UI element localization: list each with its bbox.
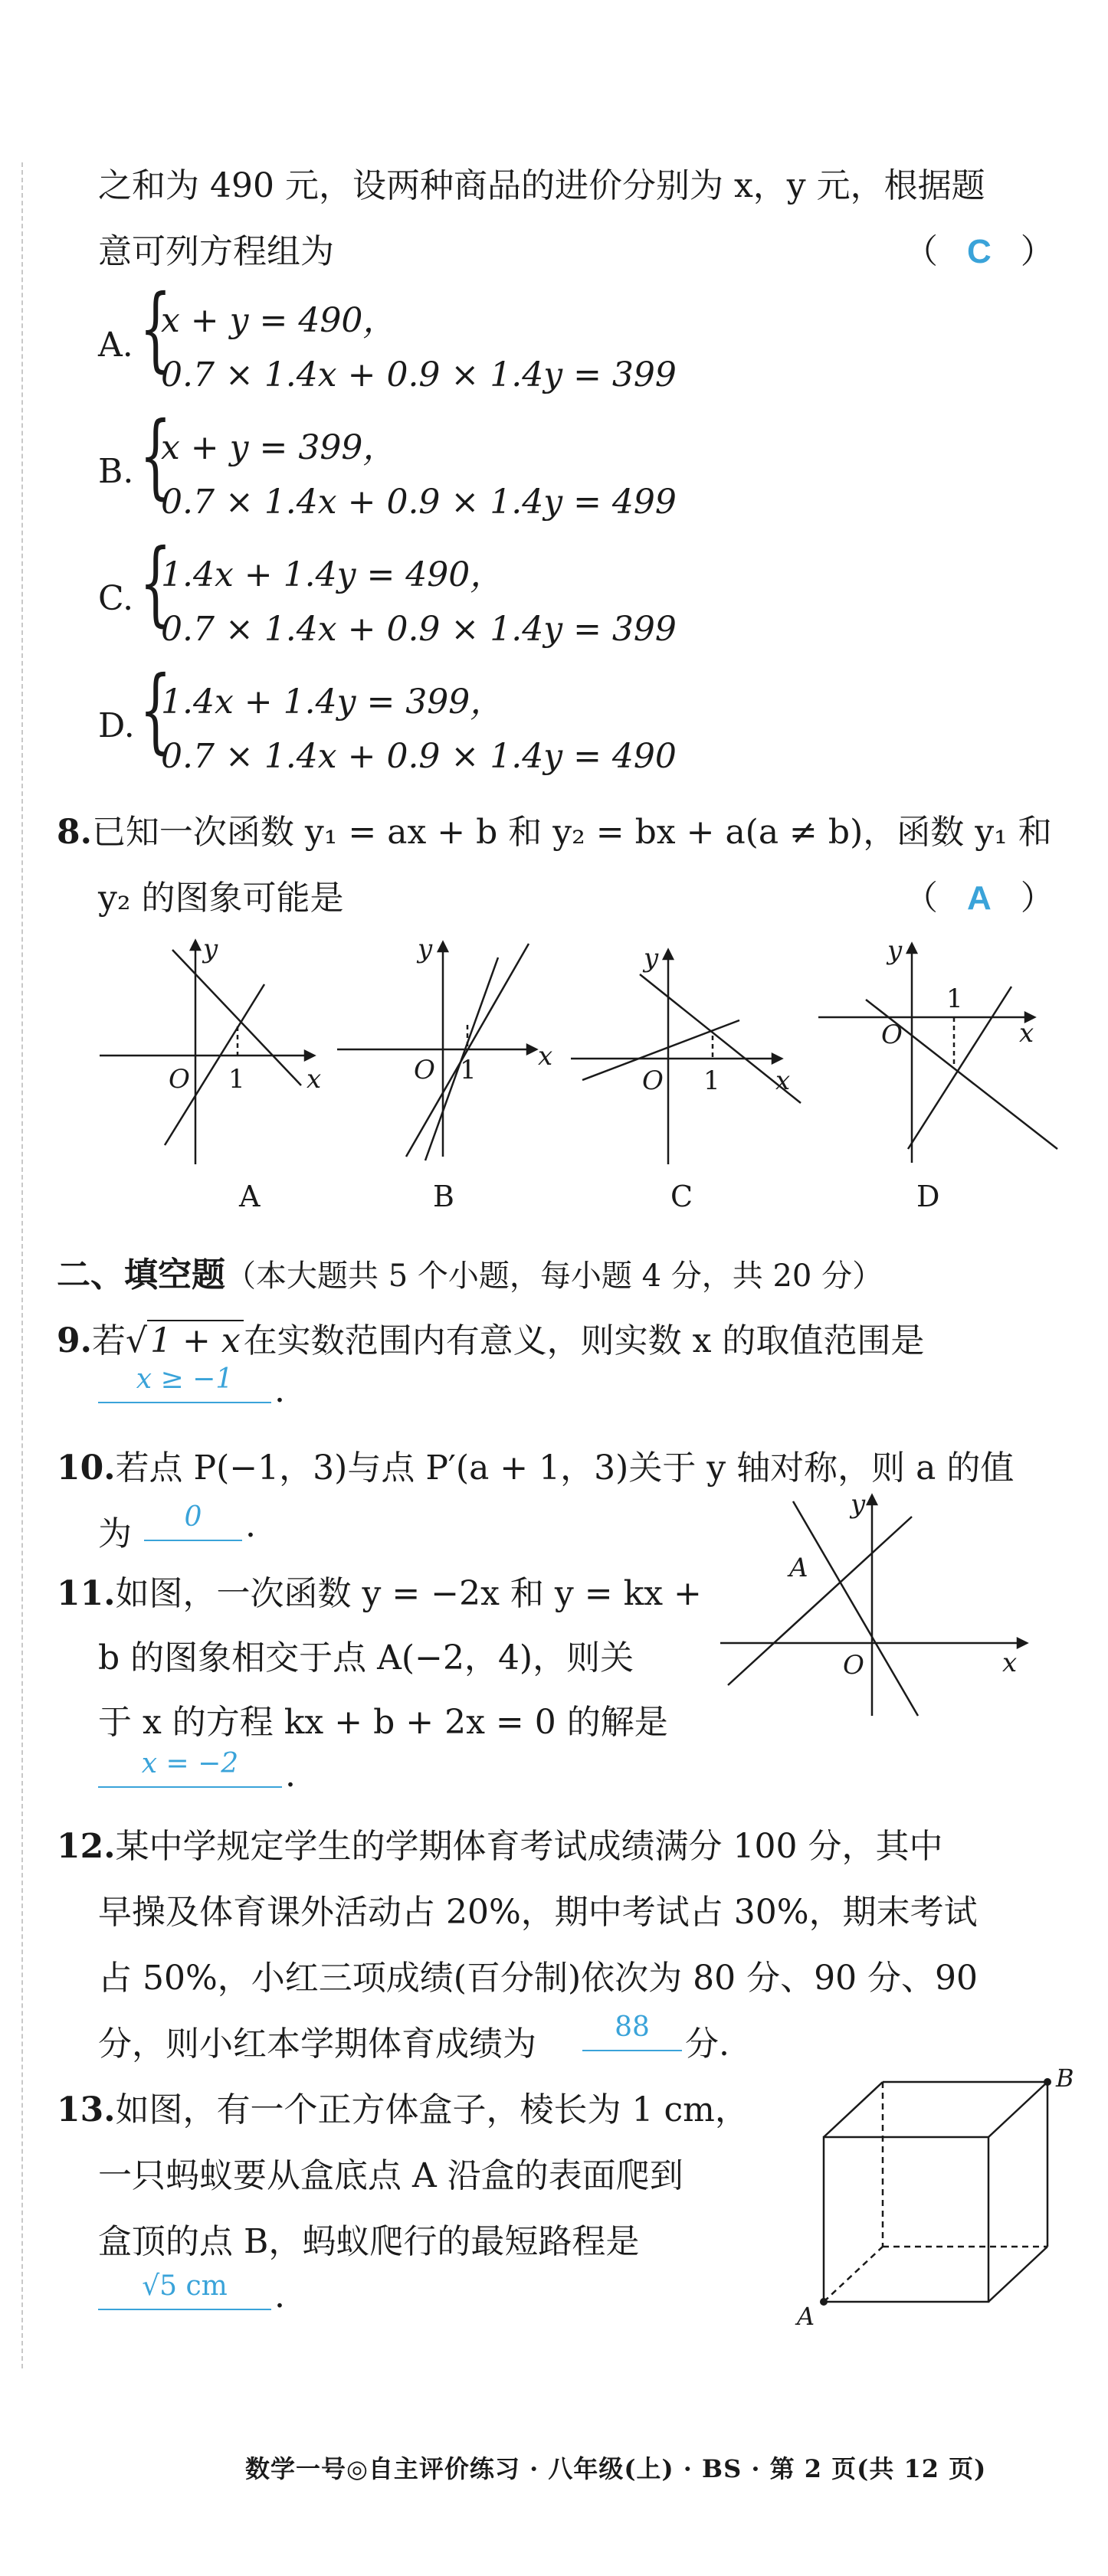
q8-text-line2: y₂ 的图象可能是 xyxy=(98,879,344,918)
page-footer: 数学一号◎自主评价练习 · 八年级(上) · BS · 第 2 页(共 12 页) xyxy=(245,2454,987,2483)
q7-option-eq1: x + y = 490， xyxy=(161,301,397,340)
one-label: 1 xyxy=(228,1064,245,1095)
y-axis-arrow xyxy=(664,950,673,959)
q9-answer-blank: x ≥ −1 xyxy=(98,1363,271,1403)
q7-option-eq2: 0.7 × 1.4x + 0.9 × 1.4y = 399 xyxy=(161,610,677,649)
cube-front-face xyxy=(824,2137,988,2302)
q7-option-label: D. xyxy=(98,706,135,745)
x-axis-arrow xyxy=(527,1045,536,1054)
binding-margin-line xyxy=(21,162,23,2368)
q7-text-line1: 之和为 490 元，设两种商品的进价分别为 x，y 元，根据题 xyxy=(98,166,985,205)
q10-text-line1: 若点 P(−1，3)与点 P′(a + 1，3)关于 y 轴对称，则 a 的值 xyxy=(115,1448,1015,1488)
q7-option-eq2: 0.7 × 1.4x + 0.9 × 1.4y = 399 xyxy=(161,355,677,394)
q7-option-eq2: 0.7 × 1.4x + 0.9 × 1.4y = 490 xyxy=(161,737,677,776)
one-label: 1 xyxy=(460,1055,477,1085)
q12-question xyxy=(57,1818,943,1867)
q10-number: 10. xyxy=(57,1448,116,1488)
y-label: y xyxy=(644,943,659,974)
q9-number: 9. xyxy=(57,1321,92,1360)
q9-radicand: 1 + x xyxy=(147,1320,244,1360)
cube-edge xyxy=(824,2082,883,2137)
x-label: x xyxy=(538,1041,553,1072)
q8-answer: A xyxy=(967,879,992,917)
q8-question xyxy=(57,804,1052,853)
y-axis-arrow xyxy=(438,942,447,951)
q7-paren-close: ） xyxy=(1020,232,1054,271)
q13-answer-blank: √5 cm xyxy=(98,2270,271,2310)
q11-end: . xyxy=(285,1756,296,1795)
q7-option-label: A. xyxy=(98,326,133,365)
q13-question xyxy=(57,2082,749,2131)
system-brace: { xyxy=(139,530,172,637)
y-label: y xyxy=(887,935,903,966)
y-label: y xyxy=(203,934,218,964)
x-label: x xyxy=(1002,1648,1018,1678)
q8-text-line1: 已知一次函数 y₁ = ax + b 和 y₂ = bx + a(a ≠ b)，函数 y₁ 和 xyxy=(91,813,1052,852)
origin-label: O xyxy=(169,1064,190,1095)
y-label: y xyxy=(851,1489,866,1520)
q7-option-eq1: 1.4x + 1.4y = 490， xyxy=(161,555,504,594)
graph-a xyxy=(100,941,314,1164)
q12-text-line2: 早操及体育课外活动占 20%，期中考试占 30%，期末考试 xyxy=(98,1893,978,1932)
cube-edge xyxy=(988,2247,1047,2302)
q11-text-line3: 于 x 的方程 kx + b + 2x = 0 的解是 xyxy=(98,1703,668,1742)
q11-answer-blank: x = −2 xyxy=(98,1748,282,1788)
q13-text-line1: 如图，有一个正方体盒子，棱长为 1 cm， xyxy=(115,2090,749,2129)
q10-end: . xyxy=(245,1506,256,1545)
q11-text-line2: b 的图象相交于点 A(−2，4)，则关 xyxy=(98,1638,634,1678)
q12-text-line1: 某中学规定学生的学期体育考试成绩满分 100 分，其中 xyxy=(115,1827,943,1866)
q13-cube-figure xyxy=(789,2068,1080,2329)
graph-c xyxy=(571,950,801,1164)
y-axis-arrow xyxy=(907,944,916,953)
point-a-label: A xyxy=(797,2302,815,2329)
q8-answer-bracket xyxy=(904,870,1054,919)
q7-option-eq1: 1.4x + 1.4y = 399， xyxy=(161,682,504,722)
graph-caption: A xyxy=(239,1180,261,1213)
system-brace: { xyxy=(139,657,172,764)
cube-edge xyxy=(988,2082,1047,2137)
q13-text-line3: 盒顶的点 B，蚂蚁爬行的最短路程是 xyxy=(98,2222,640,2261)
q11-question xyxy=(57,1566,702,1615)
system-brace: { xyxy=(139,276,172,382)
x-label: x xyxy=(307,1064,322,1095)
graph-b xyxy=(337,942,536,1160)
q7-answer-bracket xyxy=(904,224,1054,273)
q8-graphs xyxy=(0,927,1108,1218)
q9-end: . xyxy=(274,1371,285,1410)
q11-text-line1: 如图，一次函数 y = −2x 和 y = kx + xyxy=(115,1574,702,1613)
origin-label: O xyxy=(642,1065,664,1096)
system-brace: { xyxy=(139,403,172,509)
line-kx-b xyxy=(728,1517,912,1685)
cube-hidden-edge xyxy=(824,2247,883,2302)
q12-end: 分. xyxy=(685,2024,729,2064)
q13-text-line2: 一只蚂蚁要从盒底点 A 沿盒的表面爬到 xyxy=(98,2156,683,2195)
q13-end: . xyxy=(274,2277,285,2316)
q8-paren-close: ） xyxy=(1020,879,1054,918)
section-title: 二、填空题 xyxy=(57,1255,225,1295)
x-label: x xyxy=(775,1065,791,1096)
point-b-label: B xyxy=(1056,2068,1074,2093)
graph-caption: B xyxy=(433,1180,454,1213)
one-label: 1 xyxy=(946,984,963,1014)
one-label: 1 xyxy=(703,1065,720,1096)
q7-option-label: B. xyxy=(98,452,134,491)
origin-label: O xyxy=(881,1020,903,1050)
x-axis-arrow xyxy=(1018,1638,1027,1648)
q11-number: 11. xyxy=(57,1574,116,1613)
x-axis-arrow xyxy=(772,1054,782,1063)
y-axis-arrow xyxy=(867,1495,877,1504)
section-heading xyxy=(57,1247,883,1296)
origin-label: O xyxy=(843,1650,864,1681)
graph-d xyxy=(818,944,1057,1163)
q9-question xyxy=(57,1313,924,1362)
q12-number: 12. xyxy=(57,1827,116,1866)
q7-option-label: C. xyxy=(98,579,134,618)
q7-answer: C xyxy=(967,233,992,270)
q10-answer-blank: 0 xyxy=(144,1501,242,1541)
q7-paren-open: （ xyxy=(904,232,938,271)
q8-number: 8. xyxy=(57,813,92,852)
y-axis-arrow xyxy=(191,941,200,950)
x-axis-arrow xyxy=(305,1051,314,1060)
graph-caption: D xyxy=(916,1180,940,1213)
q7-text-line2: 意可列方程组为 xyxy=(98,232,334,271)
point-b-dot xyxy=(1044,2078,1051,2086)
q7-option-eq2: 0.7 × 1.4x + 0.9 × 1.4y = 499 xyxy=(161,483,677,522)
sqrt-sign: √ xyxy=(125,1321,147,1360)
q10-pre: 为 xyxy=(98,1514,132,1553)
q8-paren-open: （ xyxy=(904,879,938,918)
section-subtitle: （本大题共 5 个小题，每小题 4 分，共 20 分） xyxy=(225,1259,883,1294)
q13-number: 13. xyxy=(57,2090,116,2129)
x-label: x xyxy=(1019,1018,1034,1049)
point-a-label: A xyxy=(789,1553,808,1583)
q7-option-eq1: x + y = 399， xyxy=(161,428,397,467)
q9-pre: 若 xyxy=(91,1321,126,1360)
origin-label: O xyxy=(414,1055,435,1085)
graph-caption: C xyxy=(670,1180,693,1213)
point-a-dot xyxy=(820,2298,828,2306)
q11-figure xyxy=(713,1478,1034,1731)
y-label: y xyxy=(418,934,433,964)
q12-text-line4: 分，则小红本学期体育成绩为 xyxy=(98,2024,536,2064)
q12-answer-blank: 88 xyxy=(582,2011,682,2051)
q12-text-line3: 占 50%，小红三项成绩(百分制)依次为 80 分、90 分、90 xyxy=(98,1959,979,1998)
q9-post: 在实数范围内有意义，则实数 x 的取值范围是 xyxy=(243,1321,925,1360)
